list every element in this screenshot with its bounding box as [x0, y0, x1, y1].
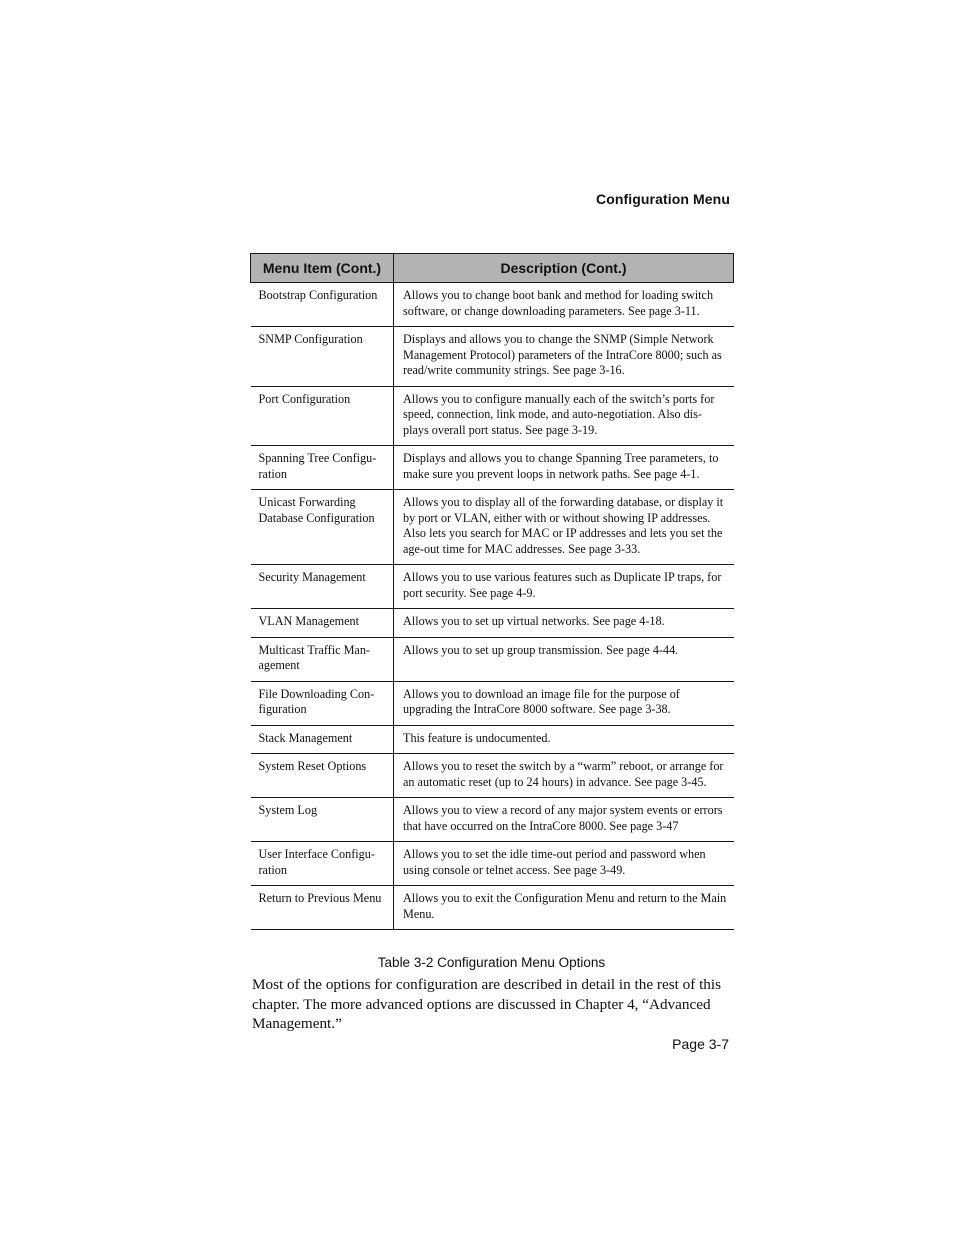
table-row — [251, 725, 734, 754]
description-cell: Allows you to set up group transmission. See page 4-44. — [394, 637, 734, 681]
menu-item-cell: Bootstrap Configuration — [251, 283, 394, 327]
description-cell: Allows you to display all of the forwarding database, or display it by port or VLAN, either with or without showing IP addresses. Also lets you search for MAC or IP addresses and lets you set the age-out time for MAC addresses. See page 3-33. — [394, 490, 734, 565]
table-row — [251, 565, 734, 609]
table-row — [251, 754, 734, 798]
menu-item-cell: System Log — [251, 798, 394, 842]
table-row — [251, 446, 734, 490]
menu-item-cell: System Reset Options — [251, 754, 394, 798]
body-paragraph: Most of the options for configuration are described in detail in the rest of this chapter. The more advanced options are discussed in Chapter 4, “Advanced Management.” — [252, 976, 722, 1032]
menu-item-cell: SNMP Configuration — [251, 327, 394, 387]
table-row — [251, 283, 734, 327]
description-cell: Allows you to configure manually each of the switch’s ports for speed, connection, link mode, and auto-negotiation. Also dis- plays overall port status. See page 3-19. — [394, 386, 734, 446]
running-head: Configuration Menu — [595, 191, 730, 207]
table-row — [251, 490, 734, 565]
table-row — [251, 798, 734, 842]
table-header-row — [251, 254, 734, 283]
menu-item-cell: File Downloading Con- figuration — [251, 681, 394, 725]
column-header-menu-item: Menu Item (Cont.) — [251, 254, 394, 283]
menu-item-cell: Security Management — [251, 565, 394, 609]
description-cell: Allows you to exit the Configuration Menu and return to the Main Menu. — [394, 886, 734, 930]
menu-item-cell: Port Configuration — [251, 386, 394, 446]
menu-item-cell: Spanning Tree Configu- ration — [251, 446, 394, 490]
column-header-description: Description (Cont.) — [394, 254, 734, 283]
table-row — [251, 386, 734, 446]
description-cell: Allows you to reset the switch by a “warm” reboot, or arrange for an automatic reset (up to 24 hours) in advance. See page 3-45. — [394, 754, 734, 798]
menu-item-cell: Stack Management — [251, 725, 394, 754]
menu-item-cell: Multicast Traffic Man- agement — [251, 637, 394, 681]
menu-item-cell: Unicast Forwarding Database Configuration — [251, 490, 394, 565]
table-row — [251, 842, 734, 886]
table-row — [251, 886, 734, 930]
table-row — [251, 327, 734, 387]
menu-item-cell: Return to Previous Menu — [251, 886, 394, 930]
description-cell: Displays and allows you to change the SNMP (Simple Network Management Protocol) parameters of the IntraCore 8000; such as read/write community strings. See page 3-16. — [394, 327, 734, 387]
table-row — [251, 681, 734, 725]
description-cell: Allows you to use various features such as Duplicate IP traps, for port security. See page 4-9. — [394, 565, 734, 609]
table-row — [251, 609, 734, 638]
menu-item-cell: VLAN Management — [251, 609, 394, 638]
table-caption: Table 3-2 Configuration Menu Options — [377, 955, 606, 970]
description-cell: Allows you to view a record of any major system events or errors that have occurred on the IntraCore 8000. See page 3-47 — [394, 798, 734, 842]
configuration-menu-table — [250, 253, 734, 930]
description-cell: Allows you to change boot bank and method for loading switch software, or change downloading parameters. See page 3-11. — [394, 283, 734, 327]
menu-item-cell: User Interface Configu- ration — [251, 842, 394, 886]
description-cell: This feature is undocumented. — [394, 725, 734, 754]
description-cell: Allows you to download an image file for the purpose of upgrading the IntraCore 8000 software. See page 3-38. — [394, 681, 734, 725]
description-cell: Displays and allows you to change Spanning Tree parameters, to make sure you prevent loops in network paths. See page 4-1. — [394, 446, 734, 490]
description-cell: Allows you to set the idle time-out period and password when using console or telnet access. See page 3-49. — [394, 842, 734, 886]
description-cell: Allows you to set up virtual networks. See page 4-18. — [394, 609, 734, 638]
page-number: Page 3-7 — [672, 1036, 729, 1052]
table-row — [251, 637, 734, 681]
